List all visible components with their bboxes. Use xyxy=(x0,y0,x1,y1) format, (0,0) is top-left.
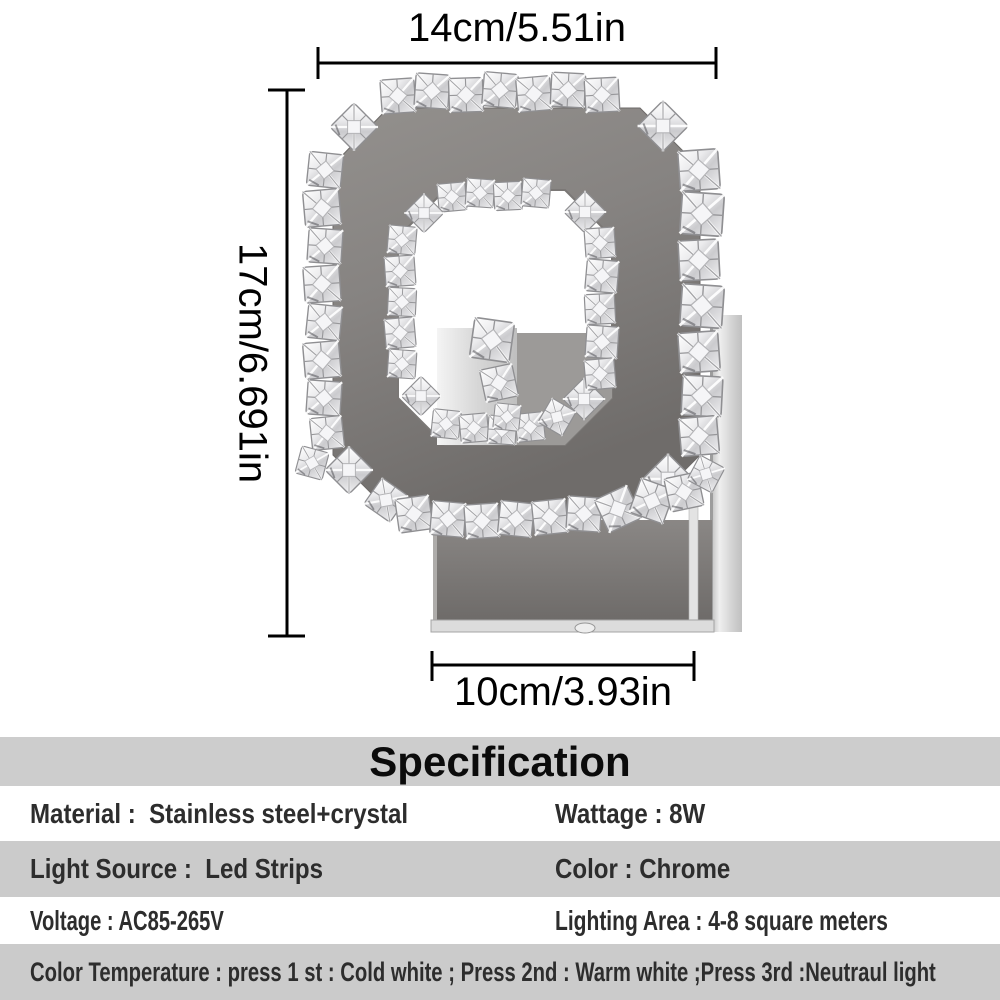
specification-table xyxy=(0,737,1000,1000)
spec-color-temperature: Color Temperature : press 1 st : Cold white ; Press 2nd : Warm white ;Press 3rd :Neutraul light xyxy=(30,956,936,987)
spec-row-lightsource-color xyxy=(0,841,1000,897)
width-dimension-label: 14cm/5.51in xyxy=(408,6,626,50)
spec-row-color-temperature xyxy=(0,944,1000,1000)
spec-light-source: Light Source : Led Strips xyxy=(30,853,324,884)
spec-row-voltage-area xyxy=(0,897,1000,944)
spec-lighting-area: Lighting Area : 4-8 square meters xyxy=(555,904,888,936)
spec-material: Material : Stainless steel+crystal xyxy=(30,797,409,829)
spec-voltage: Voltage : AC85-265V xyxy=(30,904,224,936)
base-width-dimension-label: 10cm/3.93in xyxy=(454,670,672,714)
spec-color: Color : Chrome xyxy=(555,853,731,884)
spec-row-material-wattage xyxy=(0,786,1000,841)
height-dimension-label: 17cm/6.691in xyxy=(230,243,275,484)
spec-wattage: Wattage : 8W xyxy=(555,797,706,829)
specification-title: Specification xyxy=(0,737,1000,786)
